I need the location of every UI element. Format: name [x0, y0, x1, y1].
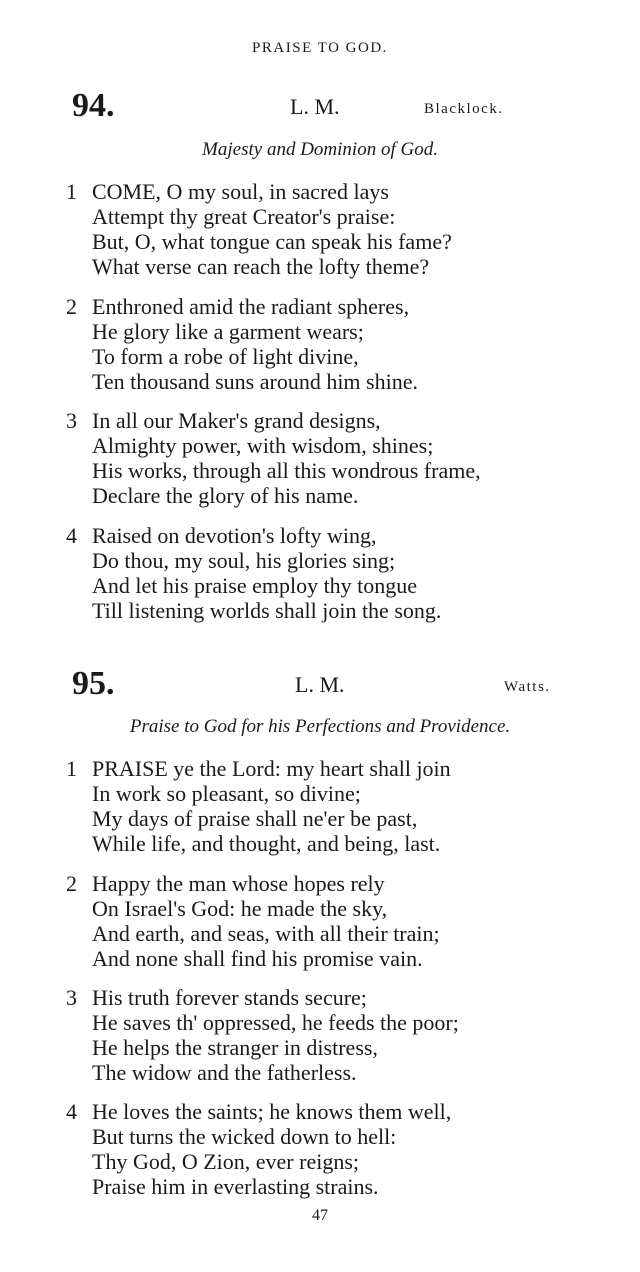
verse-line	[66, 1124, 626, 1149]
stanza-number: 4	[66, 1099, 77, 1124]
verse-line	[66, 254, 626, 279]
verse-text: And let his praise employ thy tongue	[92, 573, 418, 598]
verse-text: Ten thousand suns around him shine.	[92, 369, 418, 394]
verse-text: Happy the man whose hopes rely	[92, 871, 385, 896]
verse-text: But turns the wicked down to hell:	[92, 1124, 397, 1149]
verse-text: Praise him in everlasting strains.	[92, 1174, 379, 1199]
verse-text: His truth forever stands secure;	[92, 985, 367, 1010]
hymn-header	[0, 88, 640, 124]
verse-text: Almighty power, with wisdom, shines;	[92, 433, 434, 458]
verse-line	[66, 1099, 626, 1124]
verse-line	[66, 921, 626, 946]
verse-line	[66, 458, 626, 483]
verse-text: He saves th' oppressed, he feeds the poor;	[92, 1010, 459, 1035]
verse-line	[66, 548, 626, 573]
verse-text: And none shall find his promise vain.	[92, 946, 423, 971]
verse-text: Attempt thy great Creator's praise:	[92, 204, 396, 229]
verse-text: My days of praise shall ne'er be past,	[92, 806, 418, 831]
verse-line	[66, 433, 626, 458]
verse-line	[66, 344, 626, 369]
verse-line	[66, 229, 626, 254]
verse-text: COME, O my soul, in sacred lays	[92, 179, 389, 204]
verse-text: What verse can reach the lofty theme?	[92, 254, 430, 279]
verse-text: In work so pleasant, so divine;	[92, 781, 361, 806]
verse-line	[66, 319, 626, 344]
verse-text: Thy God, O Zion, ever reigns;	[92, 1149, 359, 1174]
verse-line	[66, 483, 626, 508]
stanza	[66, 408, 626, 508]
verse-line	[66, 831, 626, 856]
hymn-number: 95.	[72, 665, 115, 702]
verse-text: Raised on devotion's lofty wing,	[92, 523, 377, 548]
verse-line	[66, 896, 626, 921]
stanza-number: 3	[66, 408, 77, 433]
verse-text: And earth, and seas, with all their train;	[92, 921, 440, 946]
verse-text: Till listening worlds shall join the song.	[92, 598, 442, 623]
stanza-number: 2	[66, 871, 77, 896]
verse-text: But, O, what tongue can speak his fame?	[92, 229, 452, 254]
stanza	[66, 179, 626, 279]
verse-line	[66, 573, 626, 598]
verse-text: He glory like a garment wears;	[92, 319, 364, 344]
hymn-meter: L. M.	[295, 672, 345, 697]
verse-line	[66, 781, 626, 806]
verse-line	[66, 871, 626, 896]
hymn-subtitle: Majesty and Dominion of God.	[202, 139, 438, 160]
verse-text: His works, through all this wondrous frame,	[92, 458, 481, 483]
stanza	[66, 294, 626, 394]
verse-text: Do thou, my soul, his glories sing;	[92, 548, 396, 573]
stanza	[66, 1099, 626, 1199]
stanza	[66, 985, 626, 1085]
running-head: PRAISE TO GOD.	[252, 40, 388, 56]
verse-text: Declare the glory of his name.	[92, 483, 359, 508]
stanza-number: 3	[66, 985, 77, 1010]
verse-text: On Israel's God: he made the sky,	[92, 896, 388, 921]
verse-text: The widow and the fatherless.	[92, 1060, 357, 1085]
verse-line	[66, 179, 626, 204]
verse-line	[66, 1035, 626, 1060]
hymn-author: Watts.	[504, 679, 551, 695]
verse-line	[66, 946, 626, 971]
verse-line	[66, 1149, 626, 1174]
verse-line	[66, 806, 626, 831]
verse-line	[66, 756, 626, 781]
stanza-number: 2	[66, 294, 77, 319]
verse-line	[66, 1010, 626, 1035]
verse-text: While life, and thought, and being, last.	[92, 831, 441, 856]
hymn-header	[0, 666, 640, 702]
verse-line	[66, 598, 626, 623]
verse-line	[66, 369, 626, 394]
stanza-number: 1	[66, 756, 77, 781]
page-number: 47	[312, 1207, 328, 1224]
stanza-number: 4	[66, 523, 77, 548]
verse-text: He helps the stranger in distress,	[92, 1035, 378, 1060]
hymn-number: 94.	[72, 87, 115, 124]
hymn-meter: L. M.	[290, 94, 340, 119]
hymn-subtitle: Praise to God for his Perfections and Providence.	[129, 716, 511, 737]
stanza	[66, 756, 626, 856]
verse-line	[66, 523, 626, 548]
stanza	[66, 871, 626, 971]
verse-text: To form a robe of light divine,	[92, 344, 359, 369]
verse-line	[66, 408, 626, 433]
verse-text: In all our Maker's grand designs,	[92, 408, 381, 433]
verse-text: He loves the saints; he knows them well,	[92, 1099, 452, 1124]
verse-line	[66, 985, 626, 1010]
hymn-author: Blacklock.	[424, 101, 504, 117]
stanza-number: 1	[66, 179, 77, 204]
verse-line	[66, 1174, 626, 1199]
verse-line	[66, 1060, 626, 1085]
verse-text: Enthroned amid the radiant spheres,	[92, 294, 410, 319]
verse-text: PRAISE ye the Lord: my heart shall join	[92, 756, 451, 781]
verse-line	[66, 294, 626, 319]
stanza	[66, 523, 626, 623]
verse-line	[66, 204, 626, 229]
